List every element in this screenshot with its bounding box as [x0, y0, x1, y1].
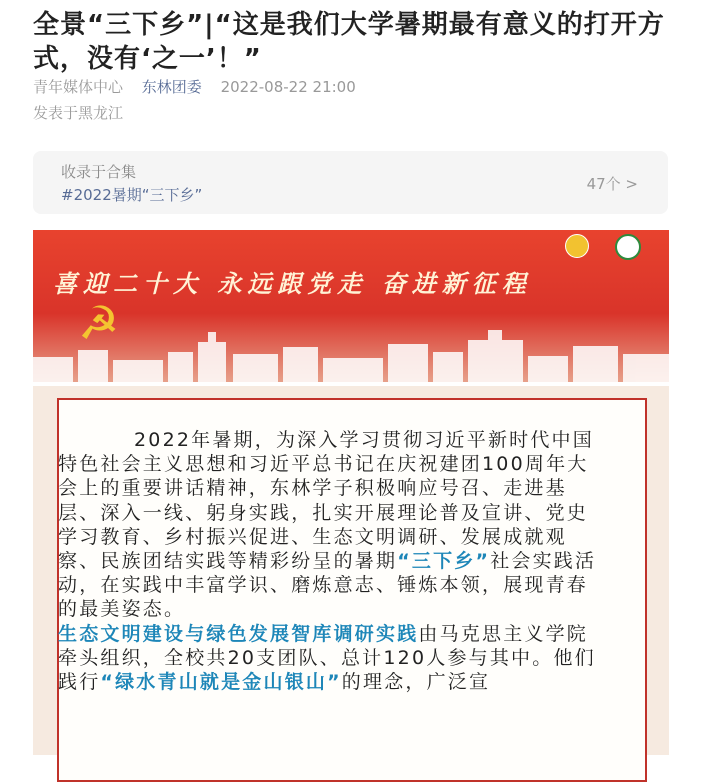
article-body: [58, 428, 608, 694]
collection-card[interactable]: [33, 151, 668, 214]
university-logo-icon: [615, 234, 641, 260]
author-name: 青年媒体中心: [33, 78, 124, 96]
body-paragraph: 生态文明建设与绿色发展智库调研实践由马克思主义学院牵头组织，全校共20支团队、总计120人参与其中。他们践行“绿水青山就是金山银山”的理念，广泛宣: [58, 622, 596, 694]
league-emblem-icon: [565, 234, 589, 258]
publish-time: 2022-08-22 21:00: [220, 78, 356, 96]
banner-slogan: 喜迎二十大 永远跟党走 奋进新征程: [53, 269, 532, 298]
body-paragraph: 2022年暑期，为深入学习贯彻习近平新时代中国特色社会主义思想和习近平总书记在庆祝建团100周年大会上的重要讲话精神，东林学子积极响应号召、走进基层、深入一线、躬身实践，扎实开展理论普及宣讲、党史学习教育、乡村振兴促进、生态文明调研、发展成就观察、民族团结实践等精彩纷呈的暑期“三下乡”社会实践活动，在实践中丰富学识、磨炼意志、锤炼本领，展现青春的最美姿态。: [58, 429, 597, 621]
header-banner-image: [33, 230, 669, 382]
highlight-text: “三下乡”: [397, 550, 491, 573]
city-skyline-graphic: [33, 322, 669, 382]
article-title: 全景“三下乡”|“这是我们大学暑期最有意义的打开方式，没有‘之一’！”: [33, 10, 665, 74]
highlight-text: “绿水青山就是金山银山”: [100, 671, 342, 694]
collection-label: 收录于合集: [61, 163, 137, 181]
collection-tag[interactable]: #2022暑期“三下乡”: [61, 186, 203, 204]
account-link[interactable]: 东林团委: [141, 78, 202, 96]
article-meta: [33, 76, 370, 97]
publish-location: 发表于黑龙江: [33, 104, 124, 122]
highlight-text: 生态文明建设与绿色发展智库调研实践: [58, 622, 419, 645]
collection-count[interactable]: 47个 >: [586, 175, 638, 193]
party-emblem-icon: ☭: [78, 296, 120, 350]
